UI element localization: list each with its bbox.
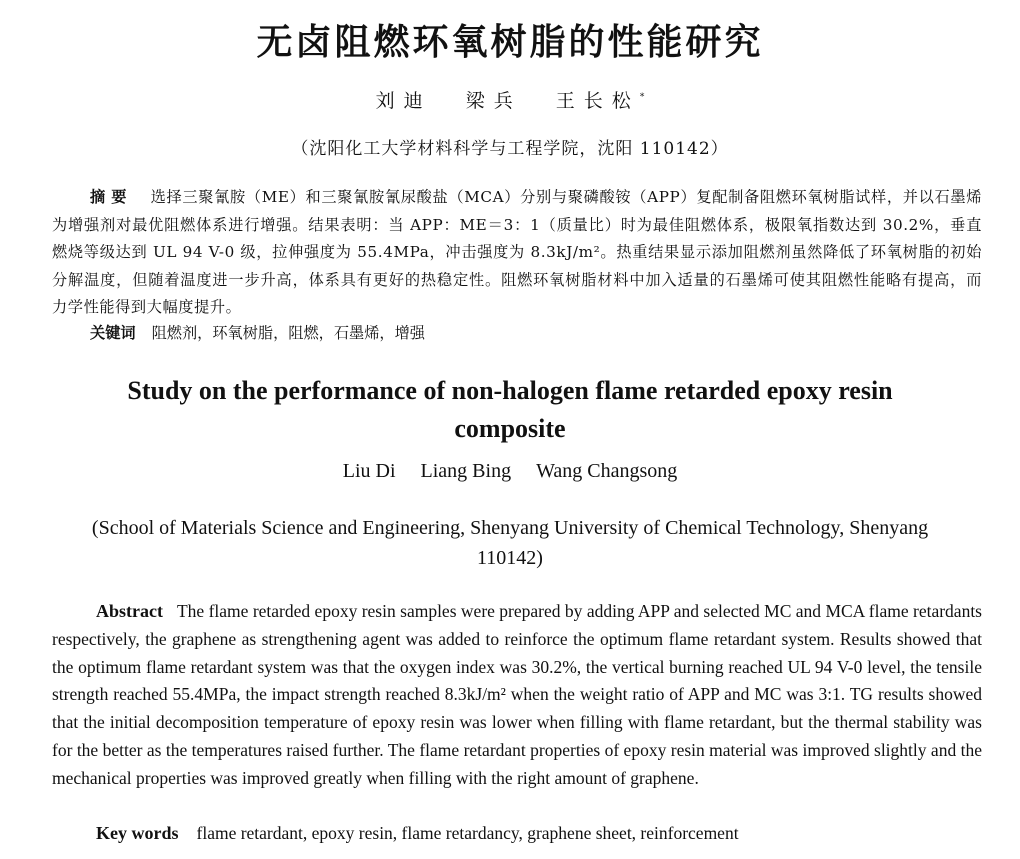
author-en-2: Liang Bing <box>420 460 512 482</box>
author-cn-1: 刘迪 <box>375 90 432 112</box>
abstract-en <box>52 598 982 793</box>
author-cn-2: 梁兵 <box>465 90 522 112</box>
authors-en <box>0 460 1020 483</box>
keywords-cn <box>90 322 425 343</box>
keywords-en <box>96 823 739 844</box>
affiliation-cn: （沈阳化工大学材料科学与工程学院，沈阳 110142） <box>291 139 729 159</box>
author-en-3: Wang Changsong <box>536 460 678 482</box>
corresponding-mark: * <box>639 92 645 103</box>
authors-cn <box>0 86 1020 113</box>
keywords-text-cn: 阻燃剂，环氧树脂，阻燃，石墨烯，增强 <box>151 324 425 342</box>
abstract-label-en: Abstract <box>96 601 163 621</box>
keywords-text-en: flame retardant, epoxy resin, flame retardancy, graphene sheet, reinforcement <box>196 823 739 843</box>
abstract-text-cn: 选择三聚氰胺（ME）和三聚氰胺氰尿酸盐（MCA）分别与聚磷酸铵（APP）复配制备阻燃环氧树脂试样，并以石墨烯为增强剂对最优阻燃体系进行增强。结果表明：当 APP：ME＝3：1（质量比）时为最佳阻燃体系，极限氧指数达到 30.2%，垂直燃烧等级达到 UL 94 V-0 级，拉伸强度为 55.4MPa，冲击强度为 8.3kJ/m²。热重结果显示添加阻燃剂虽然降低了环氧树脂的初始分解温度，但随着温度进一步升高，体系具有更好的热稳定性。阻燃环氧树脂材料中加入适量的石墨烯可使其阻燃性能略有提高，而力学性能得到大幅度提升。 <box>52 188 982 316</box>
paper-title-en: Study on the performance of non-halogen flame retarded epoxy resin composite <box>127 376 893 443</box>
abstract-label-cn: 摘要 <box>90 188 133 206</box>
affiliation-en: (School of Materials Science and Engineering, Shenyang University of Chemical Technology, Shenyang 110142) <box>91 517 929 569</box>
keywords-label-en: Key words <box>96 823 179 843</box>
paper-title-cn: 无卤阻燃环氧树脂的性能研究 <box>256 22 764 63</box>
abstract-text-en: The flame retarded epoxy resin samples were prepared by adding APP and selected MC and MCA flame retardants respectively, the graphene as strengthening agent was added to reinforce the optimum flame retardant system. Results showed that the optimum flame retardant system was that the oxygen index was 30.2%, the vertical burning reached UL 94 V-0 level, the tensile strength reached 55.4MPa, the impact strength reached 8.3kJ/m² when the weight ratio of APP and MC was 3:1. TG results showed that the initial decomposition temperature of epoxy resin was lower when filling with flame retardant, but the thermal stability was for the better as the temperatures raised further. The flame retardant properties of epoxy resin material was improved slightly and the mechanical properties was improved greatly when filling with the right amount of graphene. <box>52 601 982 788</box>
keywords-label-cn: 关键词 <box>90 324 136 342</box>
author-cn-3: 王长松* <box>555 90 645 112</box>
abstract-cn <box>52 184 982 322</box>
author-en-1: Liu Di <box>342 460 396 482</box>
